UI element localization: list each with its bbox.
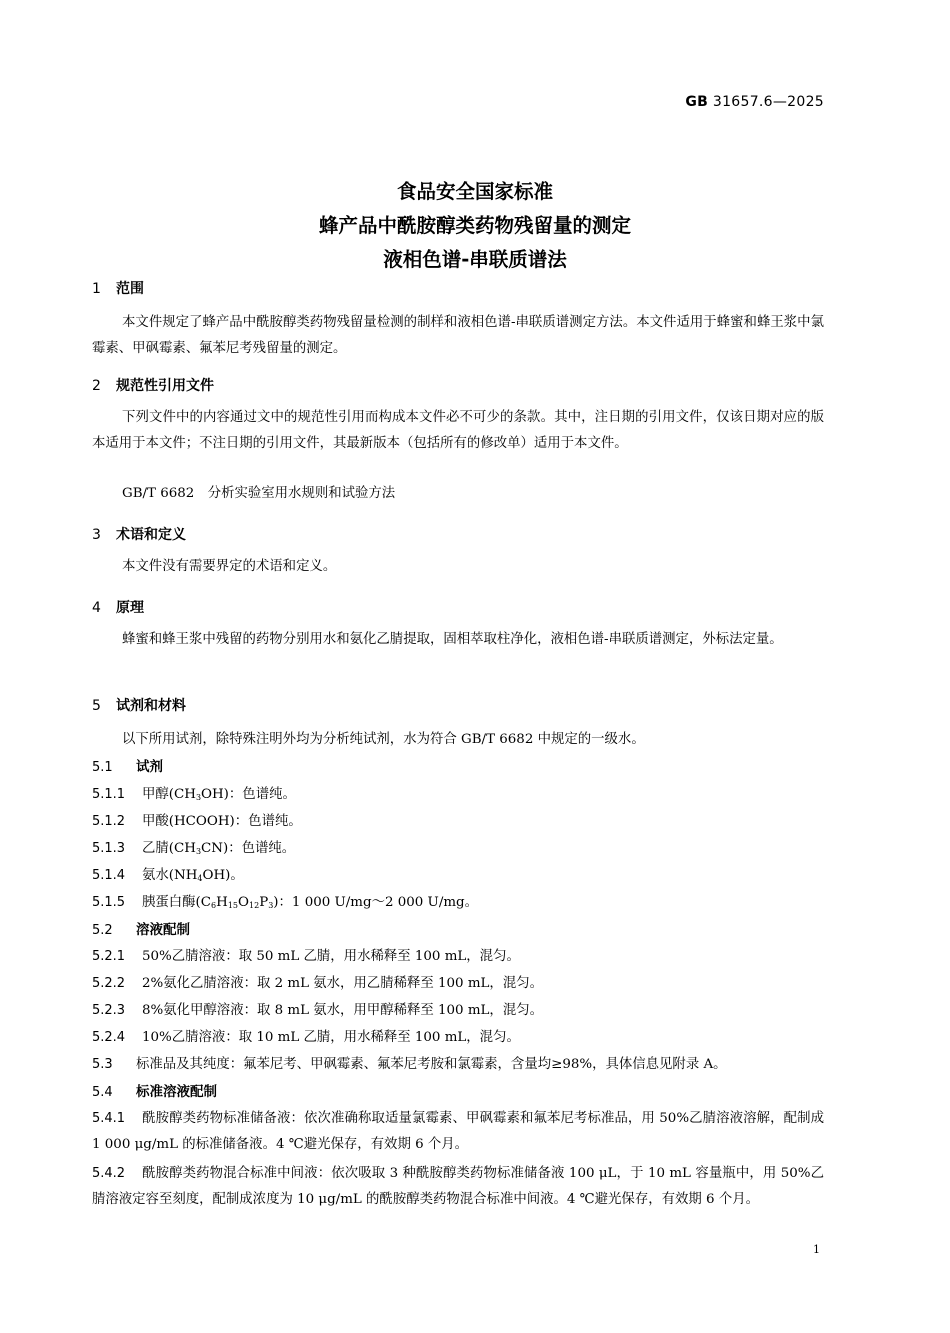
item-5-2-1: 5.2.1 50%乙腈溶液：取 50 mL 乙腈，用水稀释至 100 mL，混匀。 — [92, 949, 520, 964]
item-5-2-3: 5.2.3 8%氨化甲醇溶液：取 8 mL 氨水，用甲醇稀释至 100 mL，混匀。 — [92, 1003, 543, 1018]
section-4-text: 蜂蜜和蜂王浆中残留的药物分别用水和氨化乙腈提取，固相萃取柱净化，液相色谱-串联质谱测定，外标法定量。 — [122, 632, 783, 647]
item-5-4-2: 5.4.2 酰胺醇类药物混合标准中间液：依次吸取 3 种酰胺醇类药物标准储备液 100 μL，于 10 mL 容量瓶中，用 50%乙腈溶液定容至刻度，配制成浓度为 10 μg/mL 的酰胺醇类药物混合标准中间液。4 ℃避光保存，有效期 6 个月。 — [92, 1166, 824, 1207]
title-line-1: 食品安全国家标准 — [396, 180, 553, 203]
section-2-text: 下列文件中的内容通过文中的规范性引用而构成本文件必不可少的条款。其中，注日期的引用文件，仅该日期对应的版本适用于本文件；不注日期的引用文件，其最新版本（包括所有的修改单）适用于本文件。 — [92, 410, 824, 451]
item-5-3: 5.3 标准品及其纯度：氟苯尼考、甲砜霉素、氟苯尼考胺和氯霉素，含量均≥98%，具体信息见附录 A。 — [92, 1057, 727, 1072]
section-4-heading: 4 原理 — [92, 600, 144, 616]
item-5-1-5: 5.1.5 胰蛋白酶$(C_6H_{15}O_{12}P_3)$：1 000 U/mg～2 000 U/mg。 — [92, 895, 479, 910]
section-1-text: 本文件规定了蜂产品中酰胺醇类药物残留量检测的制样和液相色谱-串联质谱测定方法。本文件适用于蜂蜜和蜂王浆中氯霉素、甲砜霉素、氟苯尼考残留量的测定。 — [92, 315, 824, 356]
section-3-text: 本文件没有需要界定的术语和定义。 — [122, 559, 337, 574]
section-3-heading: 3 术语和定义 — [92, 527, 186, 543]
item-5-2-2: 5.2.2 2%氨化乙腈溶液：取 2 mL 氨水，用乙腈稀释至 100 mL，混匀。 — [92, 976, 543, 991]
item-5-1-3: 5.1.3 乙腈$(CH_3CN)$：色谱纯。 — [92, 841, 296, 856]
document-code: GB 31657.6—2025 — [685, 94, 824, 110]
item-5-1-1: 5.1.1 甲醇$(CH_3OH)$：色谱纯。 — [92, 787, 296, 802]
item-5-4-1: 5.4.1 酰胺醇类药物标准储备液：依次准确称取适量氯霉素、甲砜霉素和氟苯尼考标准品，用 50%乙腈溶液溶解，配制成 1 000 μg/mL 的标准储备液。4 ℃避光保存，有效期 6 个月。 — [92, 1111, 824, 1152]
subsection-5-1: 5.1 试剂 — [92, 759, 163, 775]
item-5-1-4: 5.1.4 氨水$(NH_4OH)$。 — [92, 868, 244, 883]
subsection-5-4: 5.4 标准溶液配制 — [92, 1084, 217, 1100]
title-line-3: 液相色谱-串联质谱法 — [383, 248, 567, 271]
normative-reference: GB/T 6682 分析实验室用水规则和试验方法 — [122, 486, 396, 501]
section-1-heading: 1 范围 — [92, 281, 144, 297]
item-5-1-2: 5.1.2 甲酸(HCOOH)：色谱纯。 — [92, 814, 302, 829]
section-5-text: 以下所用试剂，除特殊注明外均为分析纯试剂，水为符合 GB/T 6682 中规定的一级水。 — [122, 732, 645, 747]
item-5-2-4: 5.2.4 10%乙腈溶液：取 10 mL 乙腈，用水稀释至 100 mL，混匀。 — [92, 1030, 520, 1045]
section-5-heading: 5 试剂和材料 — [92, 698, 186, 714]
section-2-heading: 2 规范性引用文件 — [92, 378, 214, 394]
page-number: 1 — [813, 1243, 820, 1256]
title-line-2: 蜂产品中酰胺醇类药物残留量的测定 — [318, 214, 631, 237]
subsection-5-2: 5.2 溶液配制 — [92, 922, 190, 938]
